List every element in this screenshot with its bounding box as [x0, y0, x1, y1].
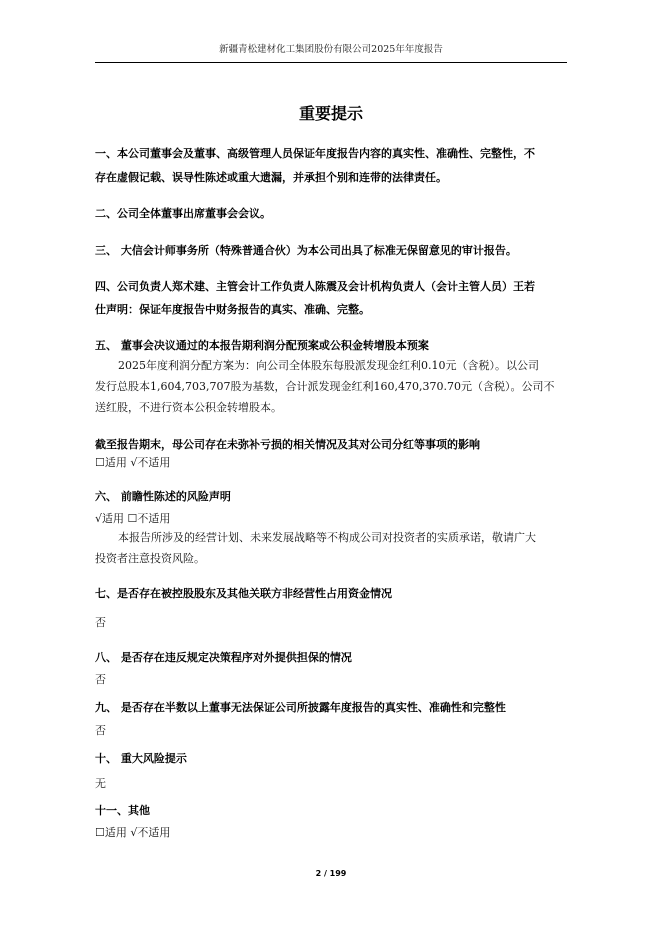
- item-9-heading: 九、 是否存在半数以上董事无法保证公司所披露年度报告的真实性、准确性和完整性: [95, 701, 506, 714]
- item-1-line-2: 存在虚假记载、误导性陈述或重大遗漏，并承担个别和连带的法律责任。: [95, 171, 447, 184]
- page-number: 2 / 199: [315, 869, 347, 878]
- item-7-heading: 七、是否存在被控股股东及其他关联方非经营性占用资金情况: [95, 587, 392, 600]
- page-title: 重要提示: [298, 104, 363, 123]
- running-header: 新疆青松建材化工集团股份有限公司2025年年度报告: [219, 44, 443, 55]
- item-11-heading: 十一、其他: [95, 804, 150, 817]
- header-divider: [95, 62, 567, 63]
- item-8-heading: 八、 是否存在违反规定决策程序对外提供担保的情况: [95, 651, 352, 664]
- item-6-line-1: 本报告所涉及的经营计划、未来发展战略等不构成公司对投资者的实质承诺，敬请广大: [118, 531, 536, 544]
- item-5-line-1: 2025年度利润分配方案为：向公司全体股东每股派发现金红利0.10元（含税）。以公司: [118, 359, 539, 372]
- item-1-line-1: 一、本公司董事会及董事、高级管理人员保证年度报告内容的真实性、准确性、完整性，不: [95, 147, 535, 160]
- item-6-heading: 六、 前瞻性陈述的风险声明: [95, 490, 231, 503]
- item-10-heading: 十、 重大风险提示: [95, 752, 187, 765]
- item-8-answer: 否: [95, 673, 106, 686]
- item-4-line-1: 四、公司负责人郑术建、主管会计工作负责人陈震及会计机构负责人（会计主管人员）王若: [95, 280, 535, 293]
- item-5-line-2: 发行总股本1,604,703,707股为基数，合计派发现金红利160,470,370.70元（含税）。公司不: [95, 380, 555, 393]
- item-3: 三、 大信会计师事务所（特殊普通合伙）为本公司出具了标准无保留意见的审计报告。: [95, 244, 517, 257]
- item-4-line-2: 仕声明：保证年度报告中财务报告的真实、准确、完整。: [95, 303, 370, 316]
- loss-option: ☐适用 √不适用: [95, 456, 171, 469]
- item-10-answer: 无: [95, 777, 106, 790]
- item-11-option: ☐适用 √不适用: [95, 826, 171, 839]
- item-2: 二、公司全体董事出席董事会会议。: [95, 207, 271, 220]
- item-5-line-3: 送红股，不进行资本公积金转增股本。: [95, 401, 282, 414]
- loss-heading: 截至报告期末，母公司存在未弥补亏损的相关情况及其对公司分红等事项的影响: [95, 438, 480, 451]
- item-7-answer: 否: [95, 616, 106, 629]
- item-9-answer: 否: [95, 724, 106, 737]
- item-6-line-2: 投资者注意投资风险。: [95, 552, 205, 565]
- item-5-heading: 五、 董事会决议通过的本报告期利润分配预案或公积金转增股本预案: [95, 339, 429, 352]
- item-6-option: √适用 ☐不适用: [95, 512, 171, 525]
